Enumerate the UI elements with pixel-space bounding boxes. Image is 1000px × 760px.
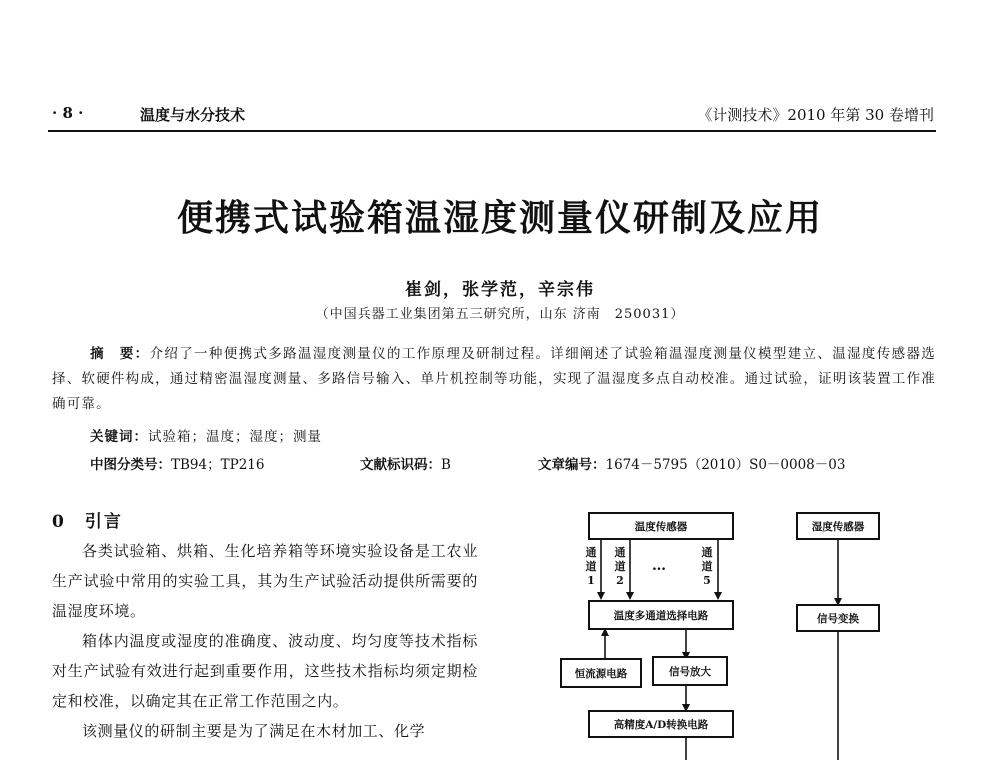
paper-title: 便携式试验箱温湿度测量仪研制及应用: [176, 197, 823, 239]
author-list: 崔剑，张学范，辛宗伟: [405, 280, 595, 300]
current-source-box: 恒流源电路: [560, 658, 642, 688]
clc-label: 中图分类号：: [90, 457, 171, 473]
mux-box: 温度多通道选择电路: [588, 600, 734, 630]
humidity-sensor-box: 湿度传感器: [796, 512, 880, 540]
amplifier-box: 信号放大: [652, 656, 728, 686]
adc-box: 高精度A/D转换电路: [588, 710, 734, 738]
doc-code-label: 文献标识码：: [360, 457, 441, 473]
affiliation: （中国兵器工业集团第五三研究所，山东 济南 250031）: [315, 307, 685, 322]
clc-value: TB94；TP216: [171, 457, 265, 473]
keywords-text: 试验箱；温度；湿度；测量: [148, 429, 322, 445]
article-number-value: 1674－5795（2010）S0－0008－03: [605, 457, 846, 473]
section-heading: 0 引言: [52, 512, 123, 532]
keywords-label: 关键词：: [90, 429, 148, 445]
temp-sensor-box: 温度传感器: [588, 512, 734, 540]
paragraph: 箱体内温度或湿度的准确度、波动度、均匀度等技术指标对生产试验有效进行起到重要作用，这些技术指标均须定期检定和校准，以确定其在正常工作范围之内。: [52, 632, 478, 710]
signal-convert-box: 信号变换: [796, 604, 880, 632]
page-number: · 8 ·: [52, 104, 84, 122]
abstract-text: 介绍了一种便携式多路温湿度测量仪的工作原理及研制过程。详细阐述了试验箱温湿度测量仪模型建立、温湿度传感器选择、软硬件构成，通过精密温湿度测量、多路信号输入、单片机控制等功能，实现了温湿度多点自动校准。通过试验，证明该装置工作准确可靠。: [52, 346, 936, 412]
journal-citation: 《计测技术》2010 年第 30 卷增刊: [697, 106, 934, 124]
abstract-label: 摘 要：: [90, 346, 150, 362]
article-number-label: 文章编号：: [538, 457, 606, 473]
channel-ellipsis: …: [652, 558, 666, 574]
running-section-title: 温度与水分技术: [140, 106, 246, 124]
channel5-label: 通道5: [701, 546, 713, 587]
paragraph: 该测量仪的研制主要是为了满足在木材加工、化学: [82, 722, 426, 740]
channel1-label: 通道1: [585, 546, 597, 587]
channel2-label: 通道2: [614, 546, 626, 587]
paragraph: 各类试验箱、烘箱、生化培养箱等环境实验设备是工农业生产试验中常用的实验工具，其为生产试验活动提供所需要的温湿度环境。: [52, 542, 478, 620]
doc-code-value: B: [441, 457, 451, 473]
